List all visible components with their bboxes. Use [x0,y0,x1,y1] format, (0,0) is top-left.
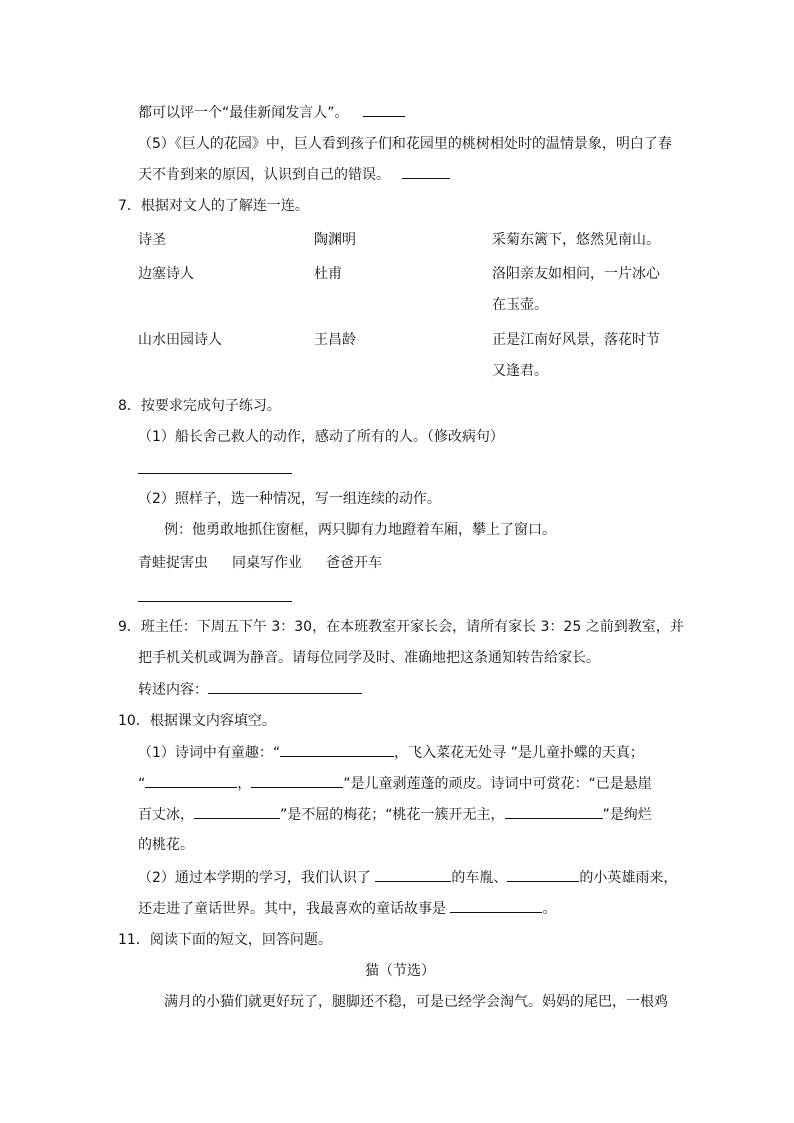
answer-line[interactable] [138,473,292,474]
match-right-3-line1[interactable]: 正是江南好风景，落花时节 [492,332,660,348]
match-middle-1[interactable]: 陶渊明 [314,232,356,248]
answer-blank[interactable] [505,804,603,819]
fill-line: （1）诗词中有童趣：“ ，飞入菜花无处寻 ”是儿童扑蝶的天真； [138,742,644,763]
answer-blank[interactable] [450,898,542,913]
fill-line: 百丈冰， ”是不屈的梅花；“桃花一簇开无主， ”是绚烂 [138,804,652,825]
question-10: 10．根据课文内容填空。 [118,713,276,729]
example-sentence: 例：他勇敢地抓住窗框，两只脚有力地蹬着车厢，攀上了窗口。 [164,522,556,538]
answer-blank[interactable] [251,773,343,788]
match-right-2-line1[interactable]: 洛阳亲友如相问，一片冰心 [492,266,660,282]
answer-blank[interactable] [507,867,579,882]
question-7: 7．根据对文人的了解连一连。 [118,198,309,214]
answer-blank[interactable] [194,804,280,819]
option-3: 爸爸开车 [326,555,382,571]
question-8-2: （2）照样子，选一种情况，写一组连续的动作。 [138,491,441,507]
match-left-1[interactable]: 诗圣 [138,232,166,248]
text-line: 天不肯到来的原因，认识到自己的错误。 [138,164,450,185]
match-right-2-line2: 在玉壶。 [492,297,548,313]
match-right-3-line2: 又逢君。 [492,363,548,379]
retell-label: 转述内容： [138,679,362,700]
answer-blank[interactable] [280,742,394,757]
passage-title: 猫（节选） [365,963,435,979]
match-left-3[interactable]: 山水田园诗人 [138,332,222,348]
fill-line: 的桃花。 [138,837,194,853]
fill-line: “ ， ”是儿童剥莲蓬的顽皮。诗词中可赏花：“已是悬崖 [138,773,652,794]
answer-line[interactable] [138,601,292,602]
fill-line: 还走进了童话世界。其中，我最喜欢的童话故事是 。 [138,898,556,919]
question-8-1: （1）船长舍己救人的动作，感动了所有的人。（修改病句） [138,429,504,445]
option-1: 青蛙捉害虫 [138,555,208,571]
match-left-2[interactable]: 边塞诗人 [138,266,194,282]
answer-blank[interactable] [145,773,237,788]
question-9-line1: 9．班主任：下周五下午 3：30，在本班教室开家长会，请所有家长 3：25 之前到教室，并 [118,619,684,635]
question-8: 8．按要求完成句子练习。 [118,398,281,414]
answer-blank[interactable] [402,164,450,179]
question-9-line2: 把手机关机或调为静音。请每位同学及时、准确地把这条通知转告给家长。 [138,650,600,666]
match-middle-2[interactable]: 杜甫 [314,266,342,282]
answer-blank[interactable] [363,102,405,117]
text-line: （5）《巨人的花园》中，巨人看到孩子们和花园里的桃树相处时的温情景象，明白了春 [138,136,672,152]
option-2: 同桌写作业 [232,555,302,571]
answer-blank[interactable] [375,867,451,882]
match-middle-3[interactable]: 王昌龄 [314,332,356,348]
text-line: 都可以评一个“最佳新闻发言人”。 [138,102,405,123]
passage-paragraph: 满月的小猫们就更好玩了，腿脚还不稳，可是已经学会淘气。妈妈的尾巴，一根鸡 [164,994,668,1010]
fill-line: （2）通过本学期的学习，我们认识了 的车胤、 的小英雄雨来， [138,867,677,888]
question-11: 11．阅读下面的短文，回答问题。 [118,932,332,948]
match-right-1[interactable]: 采菊东篱下，悠然见南山。 [492,232,660,248]
answer-blank[interactable] [208,679,362,694]
